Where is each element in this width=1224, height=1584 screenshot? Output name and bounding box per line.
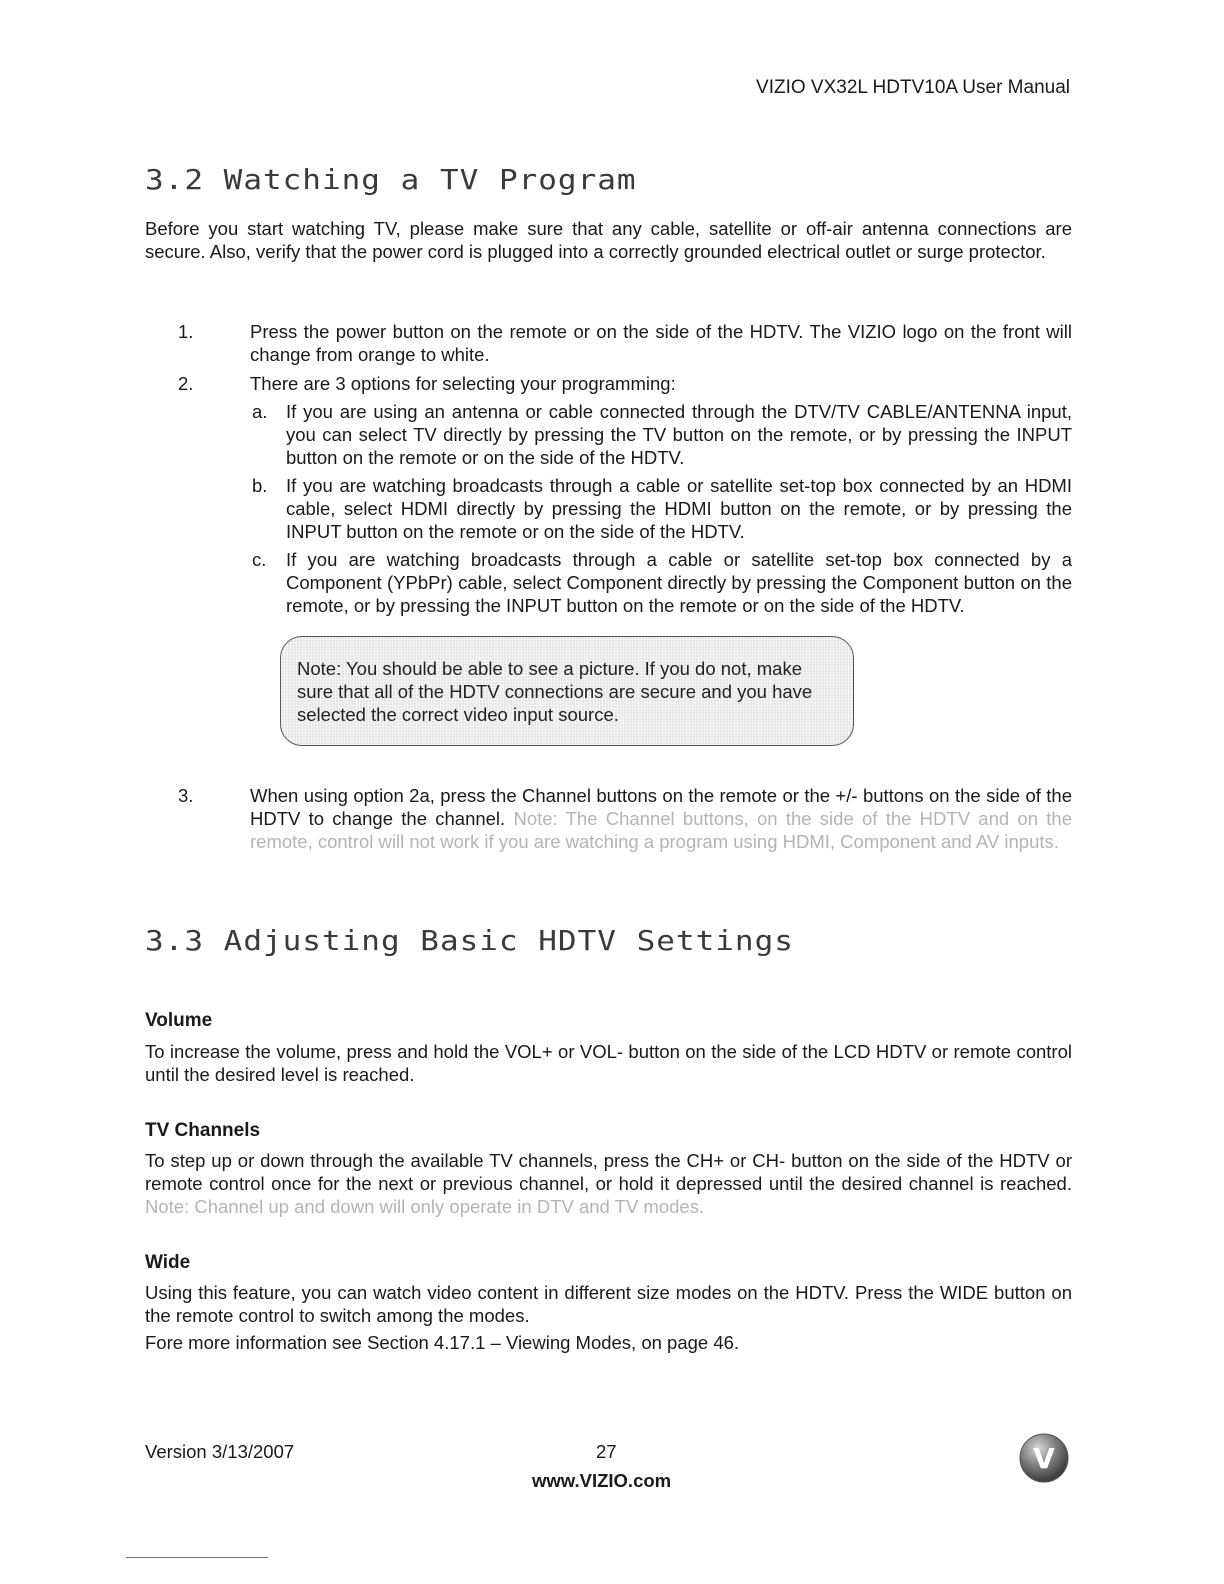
- step-2-text: There are 3 options for selecting your programming:: [250, 373, 676, 394]
- wide-text: Using this feature, you can watch video content in different size modes on the HDTV. Press the WIDE button on the remote control to switch among the modes.: [145, 1282, 1072, 1326]
- section-heading-3-3: 3.3 Adjusting Basic HDTV Settings: [145, 925, 794, 958]
- channels-text: [145, 1149, 1072, 1218]
- volume-text: To increase the volume, press and hold the VOL+ or VOL- button on the side of the LCD HDTV or remote control until the desired level is reached.: [145, 1041, 1072, 1085]
- channels-note: Note: Channel up and down will only operate in DTV and TV modes.: [145, 1196, 705, 1217]
- running-header: VIZIO VX32L HDTV10A User Manual: [756, 77, 1070, 98]
- page-number: 27: [596, 1441, 617, 1462]
- step-1-number: 1.: [178, 321, 194, 342]
- vizio-logo-letter: V: [1033, 1442, 1055, 1475]
- footer-url: www.VIZIO.com: [532, 1470, 672, 1491]
- note-box: [280, 636, 854, 746]
- note-box-text: Note: You should be able to see a picture. If you do not, make sure that all of the HDTV connections are secure and you have selected the correct video input source.: [297, 658, 813, 725]
- step-3-number: 3.: [178, 785, 194, 806]
- option-c-letter: c.: [252, 549, 267, 570]
- vizio-logo-icon: [1018, 1432, 1070, 1484]
- step-2-number: 2.: [178, 373, 194, 394]
- wide-more-info: Fore more information see Section 4.17.1 – Viewing Modes, on page 46.: [145, 1332, 740, 1353]
- wide-heading: Wide: [145, 1252, 191, 1273]
- step-3-text: [250, 784, 1072, 853]
- step-1-text: Press the power button on the remote or on the side of the HDTV. The VIZIO logo on the front will change from orange to white.: [250, 321, 1072, 365]
- option-b-letter: b.: [252, 475, 268, 496]
- channels-main: To step up or down through the available TV channels, press the CH+ or CH- button on the side of the HDTV or remote control once for the next or previous channel, or hold it depressed until the desired channel is reached.: [145, 1150, 1072, 1194]
- channels-heading: TV Channels: [145, 1120, 261, 1141]
- step-3-main: When using option 2a, press the Channel buttons on the remote or the +/- buttons on the side of the HDTV to change the channel.: [250, 785, 1072, 829]
- option-a-letter: a.: [252, 401, 268, 422]
- footer-version: Version 3/13/2007: [145, 1441, 295, 1462]
- option-c-text: If you are watching broadcasts through a cable or satellite set-top box connected by a Component (YPbPr) cable, select Component directly by pressing the Component button on the remote, or by pressing the INPUT button on the remote or on the side of the HDTV.: [286, 549, 1072, 616]
- section-heading-3-2: 3.2 Watching a TV Program: [145, 164, 637, 197]
- option-b-text: If you are watching broadcasts through a cable or satellite set-top box connected by an HDMI cable, select HDMI directly by pressing the HDMI button on the remote, or by pressing the INPUT button on the remote or on the side of the HDTV.: [286, 475, 1072, 542]
- footnote-rule: [126, 1557, 268, 1558]
- option-a-text: If you are using an antenna or cable connected through the DTV/TV CABLE/ANTENNA input, you can select TV directly by pressing the TV button on the remote, or by pressing the INPUT button on the remote or on the side of the HDTV.: [286, 401, 1072, 468]
- intro-paragraph: Before you start watching TV, please make sure that any cable, satellite or off-air antenna connections are secure. Also, verify that the power cord is plugged into a correctly grounded electrical outlet or surge protector.: [145, 218, 1072, 262]
- step-3-note: Note: The Channel buttons, on the side of the HDTV and on the remote, control will not work if you are watching a program using HDMI, Component and AV inputs.: [250, 808, 1072, 852]
- volume-heading: Volume: [145, 1010, 213, 1031]
